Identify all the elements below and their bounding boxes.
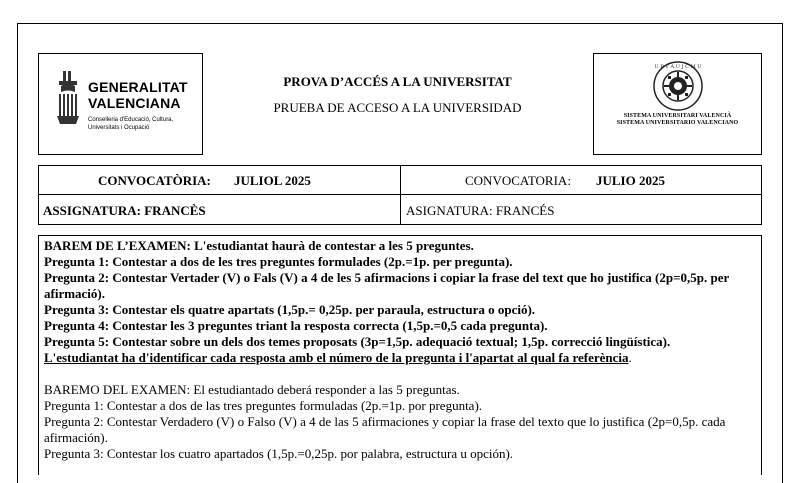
barem-section [38,235,762,475]
barem-question-2-ca: Pregunta 2: Contestar Vertader (V) o Fals (V) a 4 de les 5 afirmacions i copiar la frase del text que ho justifica (2p=0,5p. per afirmació). [44,270,730,301]
asignatura-es: ASIGNATURA: FRANCÉS [406,203,555,218]
barem-question-1-es: Pregunta 1: Contestar a dos de las tres preguntes formuladas (2p.=1p. por pregunta). [44,398,483,413]
generalitat-emblem-icon [53,69,83,129]
table-divider [39,194,761,195]
barem-question-4-ca: Pregunta 4: Contestar les 3 preguntes triant la resposta correcta (1,5p.=0,5 cada pregunta). [44,318,548,333]
barem-question-2-es: Pregunta 2: Contestar Verdadero (V) o Falso (V) a 4 de las 5 afirmaciones y copiar la frase del texto que lo justifica (2p=0,5p. cada afirmación). [44,414,726,445]
assignatura-ca: ASSIGNATURA: FRANCÈS [43,203,206,218]
generalitat-logo-box [38,53,203,155]
table-divider [400,166,401,224]
barem-question-3-es: Pregunta 3: Contestar los cuatro apartados (1,5p.=0,25p. por palabra, estructura u opción). [44,446,514,461]
barem-heading-ca: BAREM DE L’EXAMEN: L'estudiantat haurà de contestar a les 5 preguntes. [44,238,474,253]
barem-question-5-ca: Pregunta 5: Contestar sobre un dels dos temes proposats (3p=1,5p. adequació textual; 1,5p. correcció lingüística). [44,334,671,349]
title-spanish: PRUEBA DE ACCESO A LA UNIVERSIDAD [273,100,522,115]
convocatoria-value-es: JULIO 2025 [596,173,665,188]
svg-text:U P V A U J C M U: U P V A U J C M U [654,64,702,70]
convocatoria-label-es: CONVOCATORIA: [465,173,571,188]
barem-note-ca: L'estudiantat ha d'identificar cada resposta amb el número de la pregunta i l'apartat al qual fa referència. [44,350,632,365]
barem-question-1-ca: Pregunta 1: Contestar a dos de les tres preguntes formulades (2p.=1p. per pregunta). [44,254,513,269]
barem-question-3-ca: Pregunta 3: Contestar els quatre apartats (1,5p.= 0,25p. per paraula, estructura o opció). [44,302,536,317]
sistema-universitari-logo-box [593,53,762,155]
exam-title [205,74,590,116]
sistema-universitari-name: SISTEMA UNIVERSITARI VALENCIÀ SISTEMA UNIVERSITARIO VALENCIANO [616,113,739,126]
generalitat-name: GENERALITAT VALENCIANA [88,79,188,111]
barem-heading-es: BAREMO DEL EXAMEN: El estudiantado deberá responder a las 5 preguntas. [44,382,460,397]
convocatoria-label-ca: CONVOCATÒRIA: [98,173,211,188]
convocatoria-table [38,165,762,225]
convocatoria-value-ca: JULIOL 2025 [234,173,311,188]
title-valencian: PROVA D’ACCÉS A LA UNIVERSITAT [283,74,512,89]
university-seal-icon [652,60,704,112]
conselleria-name: Conselleria d'Educació, Cultura, Universitats i Ocupació [88,117,174,131]
